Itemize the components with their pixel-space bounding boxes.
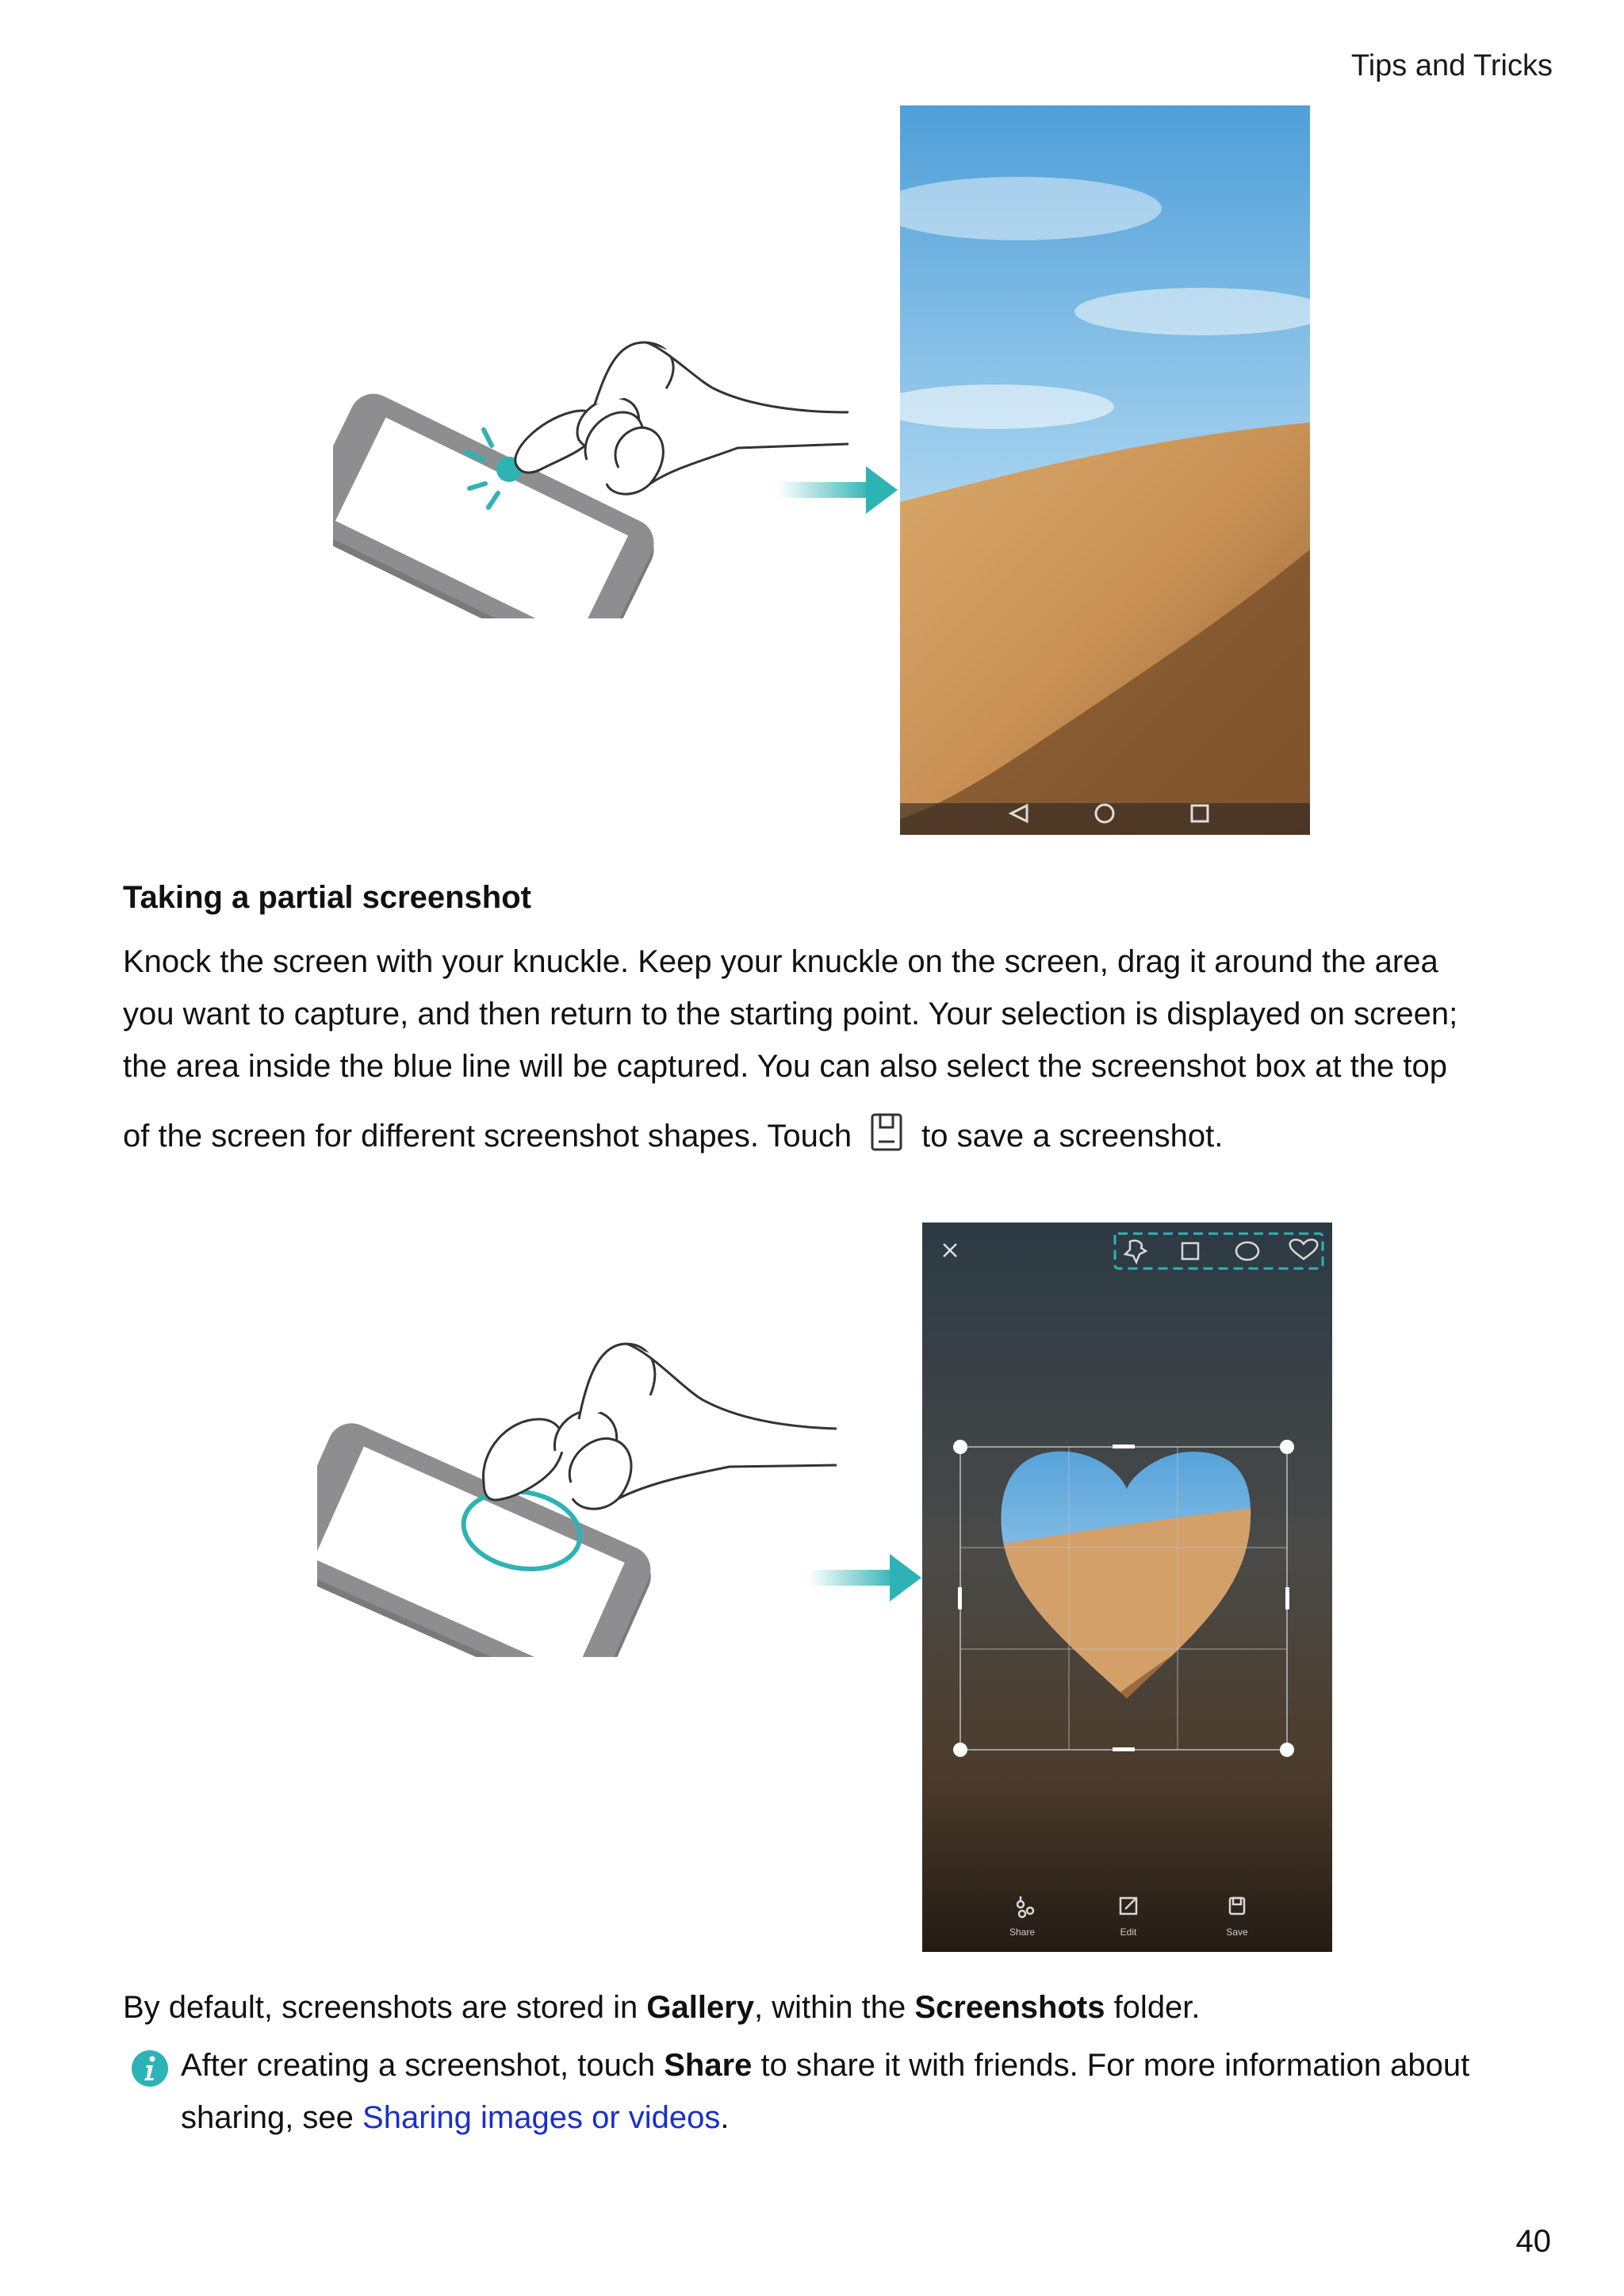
paragraph-line: Knock the screen with your knuckle. Keep your knuckle on the screen, drag it around the area bbox=[123, 944, 1438, 979]
note-line bbox=[181, 2039, 1469, 2091]
sharing-images-link[interactable]: Sharing images or videos bbox=[362, 2100, 721, 2135]
desert-screenshot-image bbox=[900, 105, 1310, 835]
edit-button-label[interactable]: Edit bbox=[1120, 1927, 1137, 1938]
section-heading: Taking a partial screenshot bbox=[123, 880, 531, 915]
note-line bbox=[181, 2091, 1469, 2144]
storage-text: , within the bbox=[754, 1990, 915, 2025]
paragraph-text: of the screen for different screenshot shapes. Touch bbox=[123, 1119, 852, 1154]
paragraph-line bbox=[123, 1110, 1519, 1162]
knuckle-draw-illustration bbox=[317, 1332, 928, 1657]
storage-text: folder. bbox=[1105, 1990, 1201, 2025]
storage-paragraph bbox=[123, 1990, 1201, 2026]
instructions-paragraph bbox=[123, 936, 1519, 1162]
partial-screenshot-editor bbox=[922, 1223, 1332, 1952]
save-icon bbox=[871, 1113, 902, 1151]
page-number: 40 bbox=[1515, 2224, 1551, 2259]
share-term: Share bbox=[664, 2048, 753, 2083]
paragraph-line: the area inside the blue line will be captured. You can also select the screenshot box at the top bbox=[123, 1049, 1447, 1084]
running-header: Tips and Tricks bbox=[1350, 49, 1553, 82]
note-text: After creating a screenshot, touch bbox=[181, 2048, 665, 2083]
paragraph-line: you want to capture, and then return to the starting point. Your selection is displayed on screen; bbox=[123, 997, 1458, 1031]
screenshots-folder-term: Screenshots bbox=[914, 1990, 1105, 2025]
note-text: . bbox=[720, 2100, 730, 2135]
storage-text: By default, screenshots are stored in bbox=[123, 1990, 647, 2025]
paragraph-text: to save a screenshot. bbox=[921, 1119, 1224, 1154]
share-note bbox=[181, 2039, 1469, 2144]
share-button-label[interactable]: Share bbox=[1009, 1927, 1036, 1938]
note-text: to share it with friends. For more information about bbox=[752, 2048, 1470, 2083]
note-text: sharing, see bbox=[181, 2100, 363, 2135]
info-icon bbox=[131, 2049, 169, 2087]
gallery-term: Gallery bbox=[646, 1990, 755, 2025]
knuckle-knock-illustration bbox=[333, 333, 904, 618]
save-button-label[interactable]: Save bbox=[1226, 1927, 1248, 1938]
